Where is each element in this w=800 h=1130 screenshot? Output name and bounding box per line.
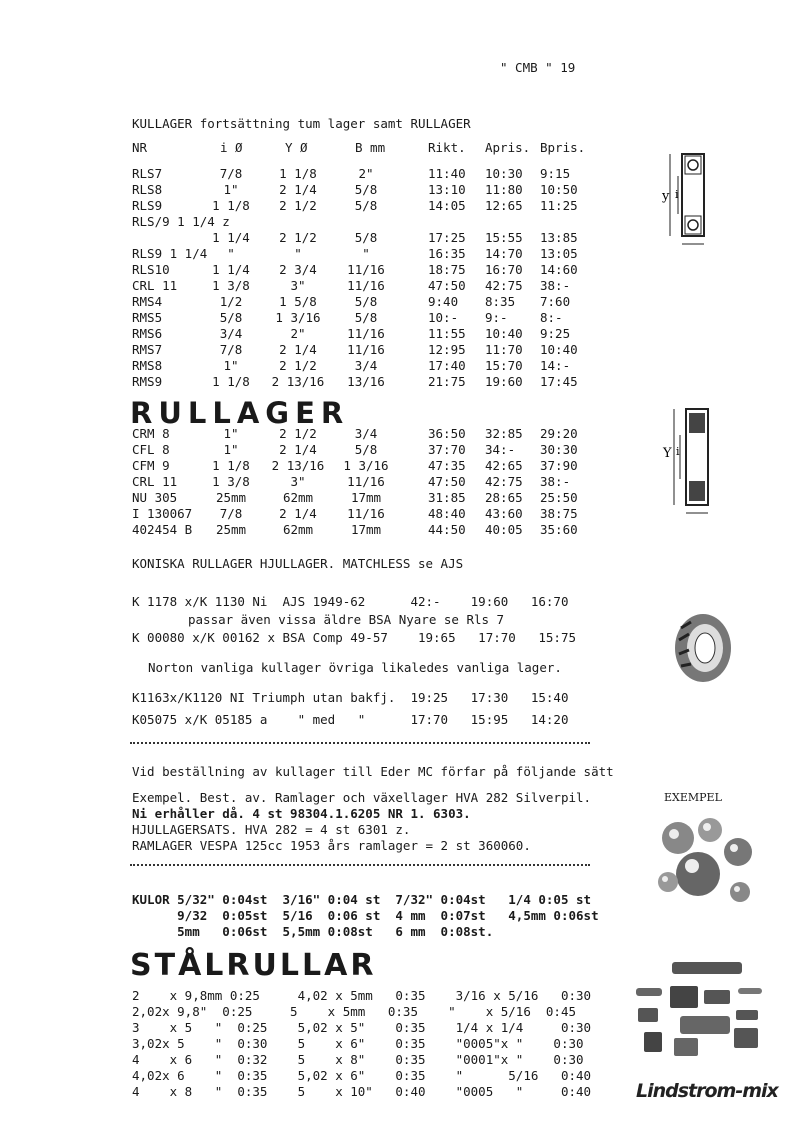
table-cell: RMS4 — [132, 294, 163, 309]
table-cell: 2 1/2 — [279, 426, 317, 441]
table-cell: 32:85 — [485, 426, 523, 441]
stalrullar-row: 4 x 6 " 0:32 5 x 8" 0:35 "0001"x " 0:30 — [132, 1052, 584, 1067]
table-cell: 9:- — [485, 310, 508, 325]
table-cell: 1 1/8 — [279, 166, 317, 181]
table-cell: 29:20 — [540, 426, 578, 441]
rullager-heading: RULLAGER — [130, 396, 350, 430]
koniska-line: passar även vissa äldre BSA Nyare se Rls 7 — [188, 612, 505, 627]
table-cell: 1" — [223, 426, 239, 441]
table-cell: 5/8 — [354, 230, 378, 245]
svg-text:y: y — [662, 189, 670, 204]
tapered-bearing-image — [665, 608, 740, 688]
table-cell: 1 1/8 — [212, 198, 250, 213]
table-cell: 2" — [358, 166, 374, 181]
svg-text:i: i — [676, 445, 680, 458]
koniska-line: K1163x/K1120 NI Triumph utan bakfj. 19:25 17:30 15:40 — [132, 690, 569, 705]
svg-text:Y: Y — [663, 446, 672, 461]
stalrullar-heading: STÅLRULLAR — [130, 948, 377, 983]
table-cell: 1" — [223, 358, 239, 373]
table-cell: 5/8 — [354, 310, 378, 325]
table-cell: 11:40 — [428, 166, 466, 181]
table-cell: 11:80 — [485, 182, 523, 197]
table-cell: 5/8 — [354, 198, 378, 213]
table-cell: 31:85 — [428, 490, 466, 505]
table-cell: 14:05 — [428, 198, 466, 213]
table-cell: 11/16 — [347, 342, 385, 357]
table-cell: 12:65 — [485, 198, 523, 213]
table-cell: 7/8 — [219, 506, 243, 521]
table-cell: 2 1/2 — [279, 358, 317, 373]
table-cell: 1 1/8 — [212, 458, 250, 473]
table-cell: 48:40 — [428, 506, 466, 521]
table-cell: 1 3/16 — [275, 310, 321, 325]
roller-bearing-diagram — [660, 405, 735, 520]
col-rikt: Rikt. — [428, 140, 466, 155]
table-cell: 3/4 — [354, 358, 378, 373]
stalrullar-row: 3,02x 5 " 0:30 5 x 6" 0:35 "0005"x " 0:30 — [132, 1036, 584, 1051]
table-cell: 1 1/4 — [212, 230, 250, 245]
table-cell: 42:75 — [485, 278, 523, 293]
table-cell: 2" — [290, 326, 306, 341]
table-cell: 2 1/4 — [279, 506, 317, 521]
table-cell: 44:50 — [428, 522, 466, 537]
table-cell: 10:40 — [540, 342, 578, 357]
divider — [130, 742, 590, 744]
table-cell: RLS/9 1 1/4 z — [132, 214, 230, 229]
table-cell: 11/16 — [347, 278, 385, 293]
table-cell: 11:70 — [485, 342, 523, 357]
table-cell: 10:40 — [485, 326, 523, 341]
table-cell: 17:45 — [540, 374, 578, 389]
table-cell: 1/2 — [219, 294, 243, 309]
example-line: RAMLAGER VESPA 125cc 1953 års ramlager = 2 st 360060. — [132, 838, 531, 853]
table-cell: 11:55 — [428, 326, 466, 341]
steel-rollers-image — [630, 958, 770, 1078]
koniska-title: KONISKA RULLAGER HJULLAGER. MATCHLESS se AJS — [132, 556, 464, 571]
stalrullar-row: 4 x 8 " 0:35 5 x 10" 0:40 "0005 " 0:40 — [132, 1084, 592, 1099]
table-cell: 3/4 — [354, 426, 378, 441]
table-cell: 28:65 — [485, 490, 523, 505]
watermark-logo: Lindstrom-mix — [636, 1080, 778, 1102]
table-cell: RMS5 — [132, 310, 163, 325]
table-cell: RMS9 — [132, 374, 163, 389]
table-cell: 14:60 — [540, 262, 578, 277]
table-cell: 11/16 — [347, 474, 385, 489]
table-cell: 5/8 — [354, 442, 378, 457]
table-cell: RMS6 — [132, 326, 163, 341]
table-cell: 47:50 — [428, 474, 466, 489]
table-cell: 2 13/16 — [271, 374, 325, 389]
table-cell: 9:40 — [428, 294, 459, 309]
table-cell: 2 1/4 — [279, 442, 317, 457]
table-cell: 17mm — [350, 490, 382, 505]
table-cell: 36:50 — [428, 426, 466, 441]
table-cell: 2 3/4 — [279, 262, 317, 277]
kulor-line: KULOR 5/32" 0:04st 3/16" 0:04 st 7/32" 0:04st 1/4 0:05 st — [132, 892, 592, 907]
table-cell: 25mm — [215, 490, 247, 505]
table-cell: 18:75 — [428, 262, 466, 277]
table-cell: RLS9 — [132, 198, 163, 213]
table-cell: 38:- — [540, 278, 571, 293]
table-cell: 42:65 — [485, 458, 523, 473]
table-cell: 1" — [223, 442, 239, 457]
table-cell: RLS8 — [132, 182, 163, 197]
table-cell: 40:05 — [485, 522, 523, 537]
col-y: Y Ø — [285, 140, 308, 155]
koniska-line: K 00080 x/K 00162 x BSA Comp 49-57 19:65 17:70 15:75 — [132, 630, 577, 645]
col-bpris: Bpris. — [540, 140, 586, 155]
example-line: HJULLAGERSATS. HVA 282 = 4 st 6301 z. — [132, 822, 411, 837]
table-cell: 2 1/2 — [279, 230, 317, 245]
table-cell: 5/8 — [354, 182, 378, 197]
stalrullar-row: 3 x 5 " 0:25 5,02 x 5" 0:35 1/4 x 1/4 0:30 — [132, 1020, 592, 1035]
table-cell: RLS9 1 1/4 — [132, 246, 208, 261]
table-cell: 2 1/2 — [279, 198, 317, 213]
table-cell: NU 305 — [132, 490, 178, 505]
table-cell: 3/4 — [219, 326, 243, 341]
table-cell: 1 1/4 — [212, 262, 250, 277]
table-cell: 11:25 — [540, 198, 578, 213]
ball-bearing-diagram — [660, 148, 735, 253]
table-cell: 15:55 — [485, 230, 523, 245]
divider — [130, 864, 590, 866]
example-line: Exempel. Best. av. Ramlager och växellager HVA 282 Silverpil. — [132, 790, 592, 805]
koniska-line: K05075 x/K 05185 a " med " 17:70 15:95 14:20 — [132, 712, 569, 727]
table-cell: I 130067 — [132, 506, 193, 521]
table-cell: 42:75 — [485, 474, 523, 489]
table-cell: 37:70 — [428, 442, 466, 457]
exempel-label: EXEMPEL — [664, 791, 722, 804]
table-cell: 21:75 — [428, 374, 466, 389]
table-cell: 19:60 — [485, 374, 523, 389]
table-cell: 7:60 — [540, 294, 571, 309]
table-cell: 15:70 — [485, 358, 523, 373]
table-cell: 9:25 — [540, 326, 571, 341]
col-b: B mm — [355, 140, 386, 155]
table-cell: 2 1/4 — [279, 182, 317, 197]
stalrullar-row: 4,02x 6 " 0:35 5,02 x 6" 0:35 " 5/16 0:40 — [132, 1068, 592, 1083]
table-cell: RMS8 — [132, 358, 163, 373]
table-cell: 62mm — [282, 522, 314, 537]
stalrullar-row: 2,02x 9,8" 0:25 5 x 5mm 0:35 " x 5/16 0:45 — [132, 1004, 577, 1019]
table-cell: 13:10 — [428, 182, 466, 197]
table-cell: 5/8 — [354, 294, 378, 309]
table-cell: 38:- — [540, 474, 571, 489]
koniska-line: K 1178 x/K 1130 Ni AJS 1949-62 42:- 19:60 16:70 — [132, 594, 569, 609]
table-cell: CFM 9 — [132, 458, 170, 473]
table-cell: 7/8 — [219, 342, 243, 357]
table-cell: 11/16 — [347, 326, 385, 341]
table-cell: 11/16 — [347, 262, 385, 277]
steel-balls-image — [650, 808, 760, 918]
table-cell: 1" — [223, 182, 239, 197]
col-i: i Ø — [220, 140, 243, 155]
table-cell: 5/8 — [219, 310, 243, 325]
table-cell: 2 1/4 — [279, 342, 317, 357]
table-cell: CRL 11 — [132, 474, 178, 489]
table-cell: CFL 8 — [132, 442, 170, 457]
table-cell: 16:35 — [428, 246, 466, 261]
table-cell: 14:- — [540, 358, 571, 373]
table-cell: CRM 8 — [132, 426, 170, 441]
table-cell: 2 13/16 — [271, 458, 325, 473]
table-cell: 14:70 — [485, 246, 523, 261]
table-cell: 17mm — [350, 522, 382, 537]
table-cell: 47:35 — [428, 458, 466, 473]
table-cell: 1 1/8 — [212, 374, 250, 389]
table-cell: 10:30 — [485, 166, 523, 181]
table-cell: 1 3/8 — [212, 474, 250, 489]
table-cell: 3" — [290, 474, 306, 489]
table-cell: RLS10 — [132, 262, 170, 277]
table-cell: 8:35 — [485, 294, 516, 309]
table-cell: 43:60 — [485, 506, 523, 521]
table-cell: 34:- — [485, 442, 516, 457]
table-cell: 12:95 — [428, 342, 466, 357]
table-cell: 3" — [290, 278, 306, 293]
table-cell: 7/8 — [219, 166, 243, 181]
svg-text:i: i — [675, 188, 679, 201]
table-cell: 10:- — [428, 310, 459, 325]
table-cell: 47:50 — [428, 278, 466, 293]
table-cell: " — [294, 246, 302, 261]
table-cell: 11/16 — [347, 506, 385, 521]
table-cell: 25:50 — [540, 490, 578, 505]
table-cell: 62mm — [282, 490, 314, 505]
kullager-title: KULLAGER fortsättning tum lager samt RULLAGER — [132, 116, 471, 131]
kulor-line: 5mm 0:06st 5,5mm 0:08st 6 mm 0:08st. — [132, 924, 494, 939]
table-cell: " — [362, 246, 370, 261]
stalrullar-row: 2 x 9,8mm 0:25 4,02 x 5mm 0:35 3/16 x 5/16 0:30 — [132, 988, 592, 1003]
table-cell: 38:75 — [540, 506, 578, 521]
table-cell: 8:- — [540, 310, 563, 325]
table-cell: RMS7 — [132, 342, 163, 357]
order-instruction: Vid beställning av kullager till Eder MC förfar på följande sätt — [132, 764, 614, 779]
table-cell: 16:70 — [485, 262, 523, 277]
col-nr: NR — [132, 140, 148, 155]
table-cell: RLS7 — [132, 166, 163, 181]
table-cell: 35:60 — [540, 522, 578, 537]
table-cell: 25mm — [215, 522, 247, 537]
table-cell: 30:30 — [540, 442, 578, 457]
table-cell: 13/16 — [347, 374, 385, 389]
table-cell: 17:25 — [428, 230, 466, 245]
table-cell: 13:85 — [540, 230, 578, 245]
table-cell: 9:15 — [540, 166, 571, 181]
table-cell: " — [227, 246, 235, 261]
table-cell: 37:90 — [540, 458, 578, 473]
table-cell: 402454 B — [132, 522, 193, 537]
koniska-line: Norton vanliga kullager övriga likaledes vanliga lager. — [148, 660, 562, 675]
example-line: Ni erhåller då. 4 st 98304.1.6205 NR 1. 6303. — [132, 806, 471, 821]
table-cell: 1 3/16 — [343, 458, 389, 473]
col-apris: Apris. — [485, 140, 531, 155]
table-cell: CRL 11 — [132, 278, 178, 293]
table-cell: 10:50 — [540, 182, 578, 197]
page-header: " CMB " 19 — [500, 60, 576, 75]
kulor-line: 9/32 0:05st 5/16 0:06 st 4 mm 0:07st 4,5mm 0:06st — [132, 908, 599, 923]
table-cell: 1 5/8 — [279, 294, 317, 309]
table-cell: 1 3/8 — [212, 278, 250, 293]
table-cell: 17:40 — [428, 358, 466, 373]
table-cell: 13:05 — [540, 246, 578, 261]
